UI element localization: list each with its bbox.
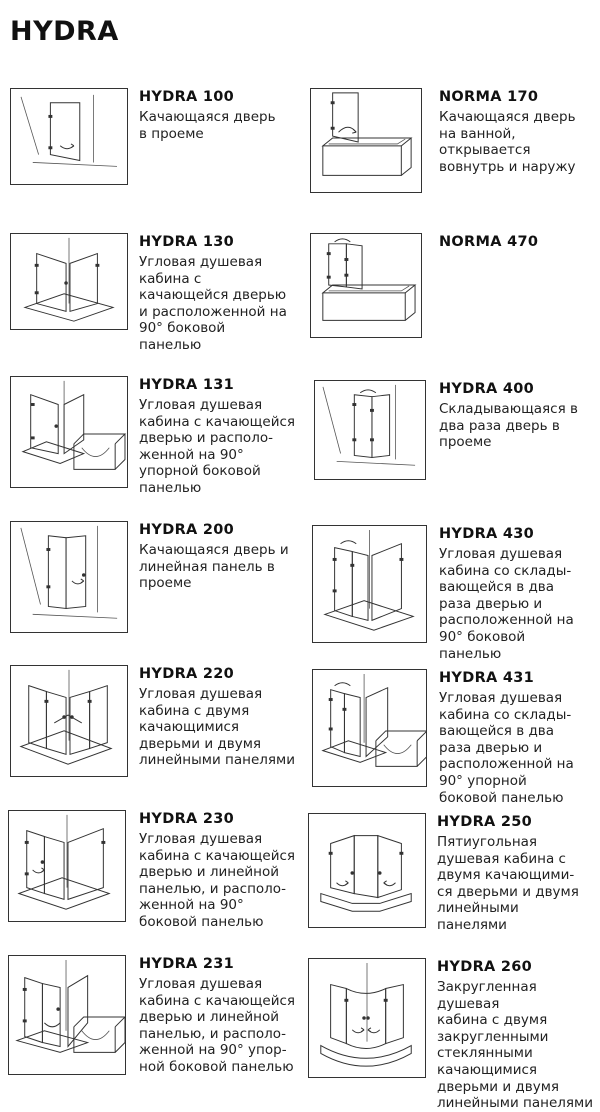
shower-diagram-icon (313, 670, 426, 786)
product-card-hydra-431 (312, 669, 600, 809)
product-info (139, 955, 309, 1076)
product-diagram-hydra-130 (10, 233, 128, 330)
shower-diagram-icon (11, 522, 127, 632)
product-diagram-hydra-430 (312, 525, 427, 643)
shower-diagram-icon (309, 959, 425, 1077)
product-diagram-hydra-131 (10, 376, 128, 488)
shower-diagram-icon (11, 89, 127, 184)
shower-diagram-icon (11, 234, 127, 329)
product-diagram-hydra-230 (8, 810, 126, 922)
product-name: NORMA 170 (439, 89, 539, 105)
product-info (439, 233, 600, 254)
product-description: Закругленная душевая кабина с двумя закругленными стеклянными качающимися дверьми и двумя линейными панелями (437, 979, 593, 1112)
shower-diagram-icon (311, 89, 421, 192)
product-name: HYDRA 230 (139, 811, 235, 827)
product-card-norma-470 (310, 233, 600, 373)
product-info (439, 380, 600, 451)
product-name: HYDRA 100 (139, 89, 235, 105)
product-description: Угловая душевая кабина с качающейся дверью и линейной панелью, и располо- женной на 90° боковой панелью (139, 831, 296, 930)
product-name: HYDRA 430 (439, 526, 535, 542)
product-description: Качающаяся дверь на ванной, открывается вовнутрь и наружу (439, 109, 576, 175)
product-diagram-norma-470 (310, 233, 422, 338)
product-info (139, 810, 309, 931)
shower-diagram-icon (311, 234, 421, 337)
product-card-hydra-100 (10, 88, 309, 228)
product-diagram-hydra-250 (308, 813, 426, 928)
product-card-norma-170 (310, 88, 600, 228)
product-card-hydra-230 (8, 810, 309, 950)
product-description: Угловая душевая кабина с качающейся дверью и располо- женной на 90° упорной боковой панелью (139, 397, 296, 496)
product-info (139, 233, 309, 354)
product-description: Угловая душевая кабина со склады- вающейся в два раза дверью и расположенной на 90° упорной боковой панелью (439, 690, 574, 806)
product-card-hydra-231 (8, 955, 309, 1095)
product-description: Угловая душевая кабина с качающейся дверью и линейной панелью, и располо- женной на 90° упор- ной боковой панелью (139, 976, 296, 1075)
product-card-hydra-260 (308, 958, 600, 1112)
product-card-hydra-130 (10, 233, 309, 373)
product-diagram-hydra-400 (314, 380, 426, 480)
page-title: HYDRA (10, 16, 119, 47)
product-info (437, 813, 600, 934)
shower-diagram-icon (315, 381, 425, 479)
product-info (437, 958, 600, 1112)
product-card-hydra-250 (308, 813, 600, 953)
product-description: Угловая душевая кабина с двумя качающимися дверьми и двумя линейными панелями (139, 686, 295, 769)
product-diagram-hydra-200 (10, 521, 128, 633)
product-description: Пятиугольная душевая кабина с двумя качающими- ся дверьми и двумя линейными панелями (437, 834, 579, 933)
product-card-hydra-200 (10, 521, 309, 661)
product-name: HYDRA 250 (437, 814, 533, 830)
product-diagram-hydra-220 (10, 665, 128, 777)
shower-diagram-icon (9, 811, 125, 921)
shower-diagram-icon (11, 666, 127, 776)
product-info (439, 88, 600, 175)
product-card-hydra-430 (312, 525, 600, 665)
product-name: HYDRA 400 (439, 381, 535, 397)
product-info (439, 525, 600, 662)
product-info (139, 665, 314, 769)
product-name: HYDRA 131 (139, 377, 235, 393)
product-name: NORMA 470 (439, 234, 539, 250)
product-name: HYDRA 431 (439, 670, 535, 686)
product-diagram-hydra-231 (8, 955, 126, 1075)
product-name: HYDRA 200 (139, 522, 235, 538)
shower-diagram-icon (9, 956, 125, 1074)
product-description: Качающаяся дверь в проеме (139, 109, 276, 142)
shower-diagram-icon (11, 377, 127, 487)
product-card-hydra-131 (10, 376, 309, 516)
product-diagram-hydra-260 (308, 958, 426, 1078)
product-description: Угловая душевая кабина со склады- вающейся в два раза дверью и расположенной на 90° боковой панелью (439, 546, 574, 662)
product-description: Складывающаяся в два раза дверь в проеме (439, 401, 578, 451)
product-diagram-hydra-100 (10, 88, 128, 185)
product-diagram-hydra-431 (312, 669, 427, 787)
product-info (139, 376, 309, 497)
product-description: Качающаяся дверь и линейная панель в проеме (139, 542, 289, 592)
product-description: Угловая душевая кабина с качающейся дверью и расположенной на 90° боковой панелью (139, 254, 287, 353)
product-info (139, 88, 309, 142)
product-info (439, 669, 600, 806)
product-name: HYDRA 220 (139, 666, 235, 682)
shower-diagram-icon (313, 526, 426, 642)
product-diagram-norma-170 (310, 88, 422, 193)
product-card-hydra-400 (314, 380, 600, 520)
product-name: HYDRA 231 (139, 956, 235, 972)
product-name: HYDRA 260 (437, 959, 533, 975)
product-card-hydra-220 (10, 665, 314, 805)
product-name: HYDRA 130 (139, 234, 235, 250)
product-info (139, 521, 309, 592)
shower-diagram-icon (309, 814, 425, 927)
